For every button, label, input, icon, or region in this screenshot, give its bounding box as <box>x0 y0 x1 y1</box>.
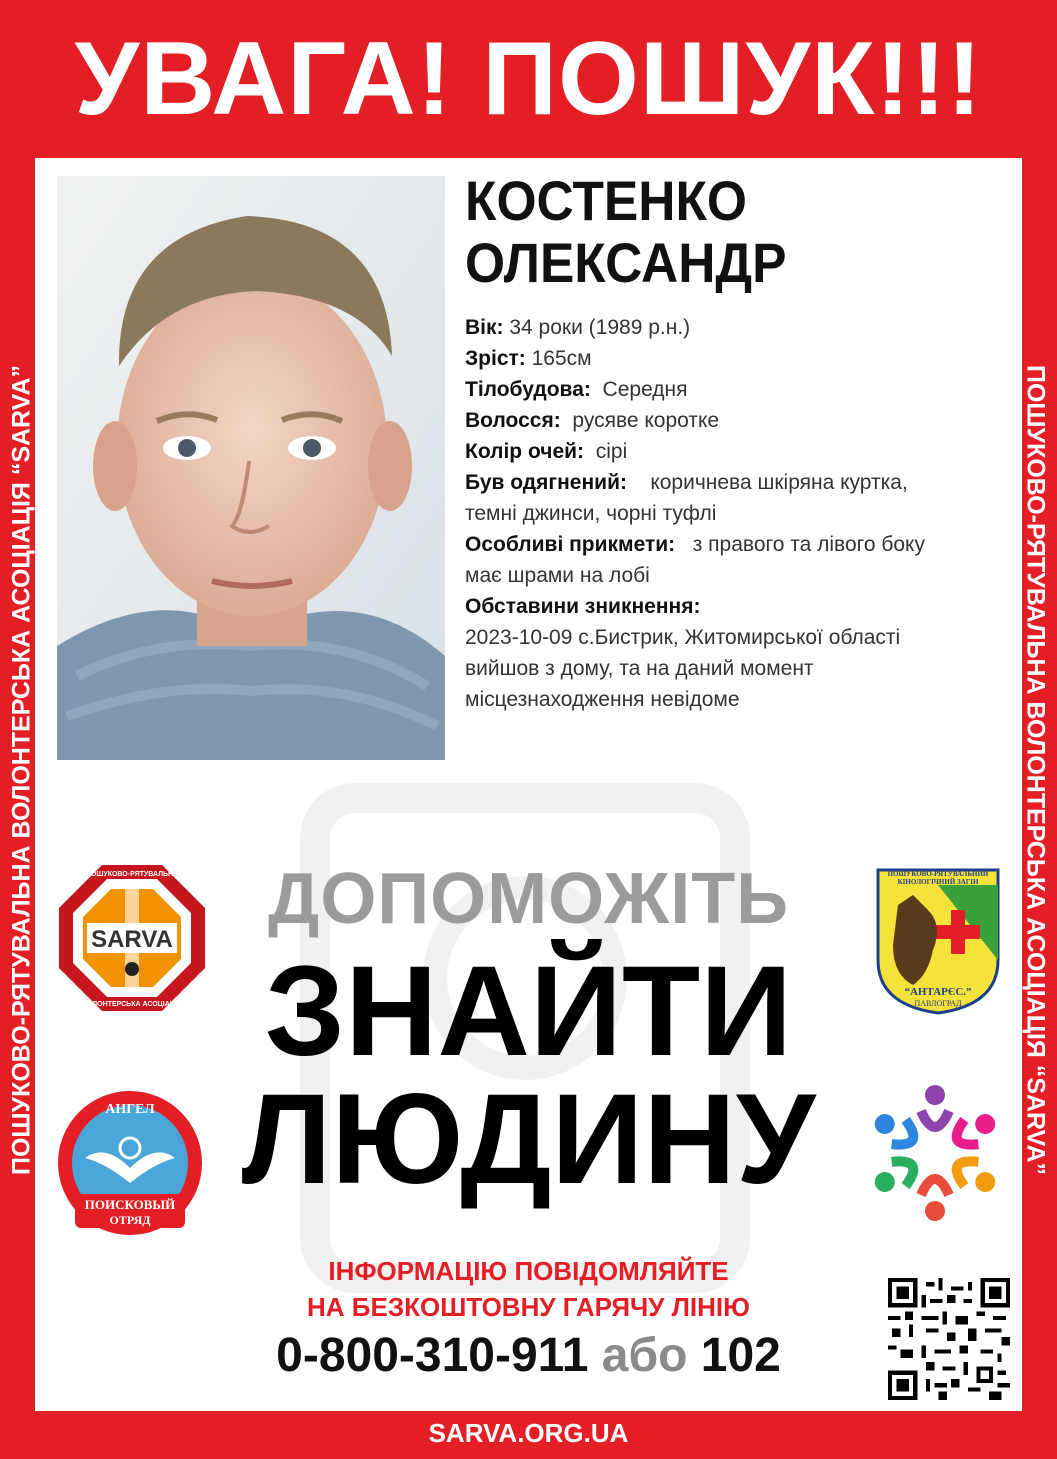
angel-logo-top: АНГЕЛ <box>105 1102 155 1117</box>
hotline-line-1: ІНФОРМАЦІЮ ПОВІДОМЛЯЙТЕ <box>328 1256 729 1286</box>
hotline-alt-number[interactable]: 102 <box>700 1329 781 1382</box>
antares-logo-top1: ПОШУКОВО-РЯТУВАЛЬНИЙ <box>887 870 989 878</box>
circumstances-line-3: місцезнаходження невідоме <box>465 688 740 711</box>
hotline-line-2: НА БЕЗКОШТОВНУ ГАРЯЧУ ЛІНІЮ <box>307 1292 750 1322</box>
side-text-right-label: ПОШУКОВО-РЯТУВАЛЬНА ВОЛОНТЕРСЬКА АСОЦІАЦІЯ “SARVA” <box>1021 364 1050 1176</box>
sarva-logo-name: SARVA <box>91 926 173 953</box>
find-word: ЗНАЙТИ <box>264 940 793 1083</box>
help-heading: ДОПОМОЖІТЬ <box>268 859 789 939</box>
marks-value-1: з правого та лівого боку <box>692 533 925 556</box>
age-value: 34 роки (1989 р.н.) <box>509 316 691 339</box>
portrait-image <box>57 176 445 760</box>
sarva-logo <box>57 863 207 1013</box>
first-name: ОЛЕКСАНДР <box>465 231 787 294</box>
antares-logo-city: ПАВЛОГРАД <box>914 999 962 1008</box>
circumstances-line-1: 2023-10-09 с.Бистрик, Житомирської області <box>465 626 901 649</box>
height-row <box>465 343 1010 374</box>
build-row <box>465 374 1010 405</box>
build-label: Тілобудова: <box>465 378 591 401</box>
clothes-label: Був одягнений: <box>465 471 627 494</box>
sarva-logo-top: ПОШУКОВО-РЯТУВАЛЬНА <box>85 871 179 878</box>
hotline-number[interactable]: 0-800-310-911 <box>276 1329 589 1382</box>
height-label: Зріст: <box>465 347 526 370</box>
clothes-row-2: темні джинси, чорні туфлі <box>465 502 717 525</box>
antares-logo <box>873 865 1003 1015</box>
circumstances-label: Обставини зникнення: <box>465 595 701 618</box>
height-value: 165см <box>531 347 592 370</box>
person-name <box>465 170 966 294</box>
marks-row-2: має шрами на лобі <box>465 564 650 587</box>
hotline-phone <box>35 1328 1022 1383</box>
person-word: ЛЮДИНУ <box>241 1068 816 1211</box>
eyes-value: сірі <box>595 440 628 463</box>
angel-logo-bottom2: ОТРЯД <box>109 1213 151 1227</box>
qr-code-icon <box>888 1278 1010 1400</box>
missing-person-photo <box>57 176 445 760</box>
clothes-row <box>465 467 1010 498</box>
person-info <box>465 170 1010 715</box>
angel-logo <box>55 1088 205 1238</box>
antares-logo-name: “АНТАРЄС.” <box>904 986 972 998</box>
surname: КОСТЕНКО <box>465 169 748 232</box>
website-link[interactable]: SARVA.ORG.UA <box>428 1418 629 1448</box>
angel-logo-bottom1: ПОИСКОВЫЙ <box>84 1197 176 1212</box>
build-value: Середня <box>602 378 688 401</box>
circumstances-line-2: вийшов з дому, та на даний момент <box>465 657 814 680</box>
headline: УВАГА! ПОШУК!!! <box>74 21 983 137</box>
age-row <box>465 312 1010 343</box>
sarva-logo-bottom: ВОЛОНТЕРСЬКА АСОЦІАЦІЯ <box>82 1001 182 1008</box>
eyes-label: Колір очей: <box>465 440 585 463</box>
clothes-value-1: коричнева шкіряна куртка, <box>650 471 908 494</box>
side-text-left-label: ПОШУКОВО-РЯТУВАЛЬНА ВОЛОНТЕРСЬКА АСОЦІАЦІЯ “SARVA” <box>7 364 36 1176</box>
hotline-or: або <box>601 1329 688 1382</box>
circumstances-label-row <box>465 591 1010 622</box>
hair-row <box>465 405 1010 436</box>
hair-value: русяве коротке <box>572 409 720 432</box>
marks-label: Особливі прикмети: <box>465 533 676 556</box>
community-logo <box>860 1078 1010 1228</box>
marks-row <box>465 529 1010 560</box>
content-card <box>35 158 1022 1411</box>
hair-label: Волосся: <box>465 409 561 432</box>
antares-logo-top2: КІНОЛОГІЧНИЙ ЗАГІН <box>897 878 979 886</box>
eyes-row <box>465 436 1010 467</box>
age-label: Вік: <box>465 316 504 339</box>
